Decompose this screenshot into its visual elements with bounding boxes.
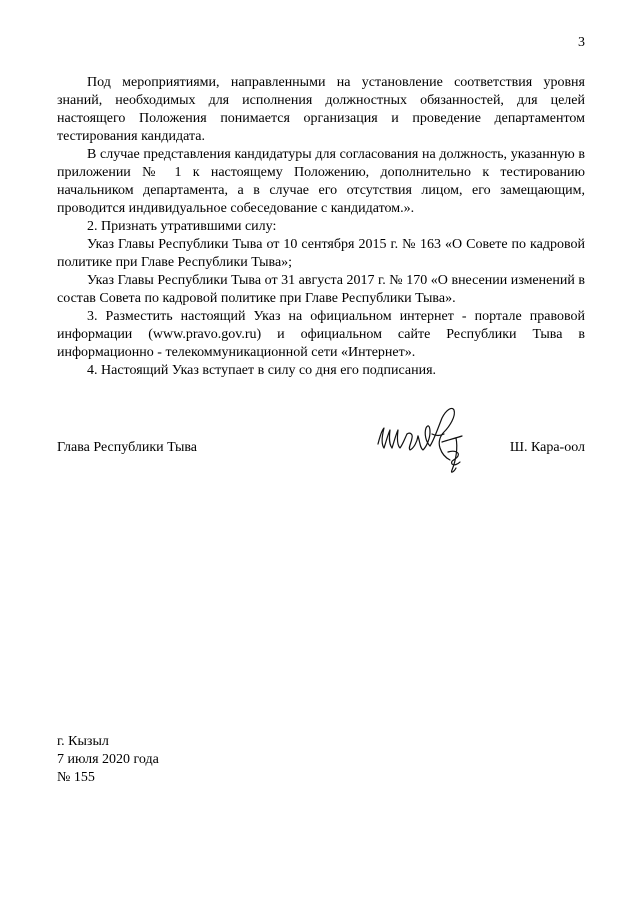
decree-footer xyxy=(57,733,159,787)
signatory-position: Глава Республики Тыва xyxy=(57,440,198,455)
paragraph-testing-definition: Под мероприятиями, направленными на установление соответствия уровня знаний, необходимых для исполнения должностных обязанностей, для целей настоящего Положения понимается организация и проведение департаментом тестирования кандидата. xyxy=(57,75,585,144)
decree-body xyxy=(57,74,585,380)
paragraph-repeal-heading: 2. Признать утратившими силу: xyxy=(87,219,277,234)
paragraph-interview: В случае представления кандидатуры для согласования на должность, указанную в приложении № 1 к настоящему Положению, дополнительно к тестированию начальником департамента, а в случае его отсутствия лицом, его замещающим, проводится индивидуальное собеседование с кандидатом.». xyxy=(57,147,585,216)
paragraph-repealed-decree-170: Указ Главы Республики Тыва от 31 августа 2017 г. № 170 «О внесении изменений в состав Совета по кадровой политике при Главе Республики Тыва». xyxy=(57,273,585,306)
footer-city: г. Кызыл xyxy=(57,734,109,749)
footer-date: 7 июля 2020 года xyxy=(57,752,159,767)
handwritten-signature xyxy=(370,398,480,478)
footer-decree-number: № 155 xyxy=(57,770,95,785)
signature-row xyxy=(57,440,585,460)
paragraph-publication: 3. Разместить настоящий Указ на официальном интернет - портале правовой информации (www.pravo.gov.ru) и официальном сайте Республики Тыва в информационно - телекоммуникационной сети «Интернет». xyxy=(57,309,585,360)
page-number: 3 xyxy=(578,35,585,50)
paragraph-effective-date: 4. Настоящий Указ вступает в силу со дня его подписания. xyxy=(87,363,437,378)
paragraph-repealed-decree-163: Указ Главы Республики Тыва от 10 сентября 2015 г. № 163 «О Совете по кадровой политике при Главе Республики Тыва»; xyxy=(57,237,585,270)
signatory-name: Ш. Кара-оол xyxy=(509,440,585,455)
